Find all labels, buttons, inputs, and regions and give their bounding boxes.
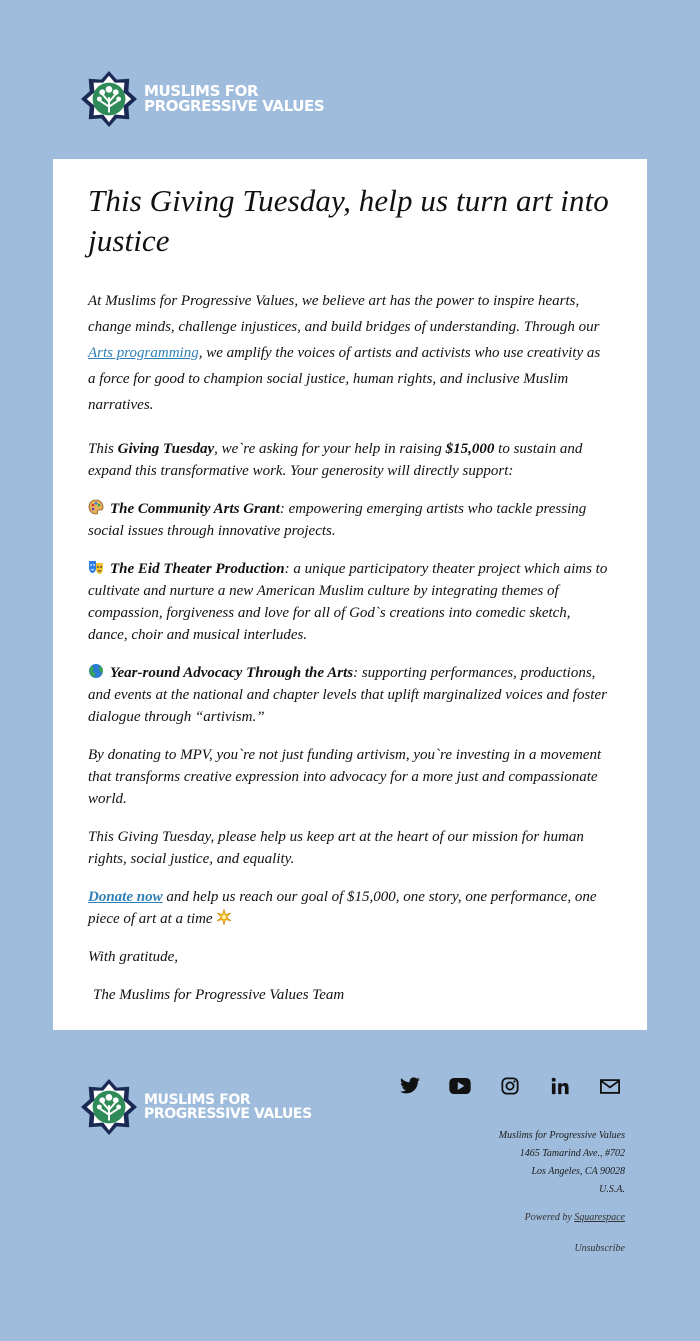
ask-text-3: to sustain and expand this transformative work. Your generosity will directly support: xyxy=(88,441,583,479)
address-street: 1465 Tamarind Ave., #702 xyxy=(519,1148,625,1159)
instagram-icon[interactable] xyxy=(498,1076,522,1096)
donation-impact-paragraph: By donating to MPV, you`re not just funding artivism, you`re investing in a movement that transforms creative expression into advocacy for a more just and compassionate world. xyxy=(88,747,602,807)
footer-address xyxy=(499,1127,625,1199)
intro-paragraph xyxy=(88,288,611,418)
squarespace-link[interactable]: Squarespace xyxy=(574,1212,625,1223)
mission-paragraph: This Giving Tuesday, please help us keep art at the heart of our mission for human rights, social justice, and equality. xyxy=(88,829,584,867)
address-country: U.S.A. xyxy=(599,1184,625,1195)
powered-by xyxy=(525,1212,625,1223)
palette-icon xyxy=(88,499,104,515)
logo-line-1: MUSLIMS FOR xyxy=(144,1092,251,1108)
item-title: The Eid Theater Production xyxy=(110,561,285,577)
intro-text-1: At Muslims for Progressive Values, we believe art has the power to inspire hearts, change minds, challenge injustices, and build bridges of understanding. Through our xyxy=(88,293,600,335)
list-item xyxy=(88,662,611,728)
social-links xyxy=(398,1076,622,1096)
logo-wordmark xyxy=(144,84,324,114)
twitter-icon[interactable] xyxy=(398,1076,422,1096)
giving-tuesday-bold: Giving Tuesday xyxy=(117,441,215,457)
logo-line-2: PROGRESSIVE VALUES xyxy=(144,97,325,115)
email-title: This Giving Tuesday, help us turn art into justice xyxy=(88,183,609,258)
logo-wordmark xyxy=(144,1093,312,1121)
youtube-icon[interactable] xyxy=(448,1076,472,1096)
donate-now-link[interactable]: Donate now xyxy=(88,889,163,905)
list-item xyxy=(88,558,611,646)
intro-text-2: , we amplify the voices of artists and activists who use creativity as a force for good to champion social justice, human rights, and inclusive Muslim narratives. xyxy=(88,345,601,413)
unsubscribe-link[interactable]: Unsubscribe xyxy=(574,1243,625,1254)
item-title: The Community Arts Grant xyxy=(110,501,280,517)
item-title: Year-round Advocacy Through the Arts xyxy=(110,665,354,681)
sparkle-icon xyxy=(216,909,232,925)
ask-paragraph xyxy=(88,438,611,482)
ask-text-2: , we`re asking for your help in raising xyxy=(214,441,446,457)
logo-line-1: MUSLIMS FOR xyxy=(144,82,259,100)
donate-paragraph xyxy=(88,886,611,930)
item-text: : a unique participatory theater project which aims to cultivate and nurture a new American Muslim culture by integrating themes of compassion, forgiveness and love for all of God`s creations into comedic sketch, dance, choir and musical interludes. xyxy=(88,561,608,643)
email-icon[interactable] xyxy=(598,1076,622,1096)
signature: The Muslims for Progressive Values Team xyxy=(93,987,345,1003)
footer-logo[interactable] xyxy=(80,1078,312,1136)
ask-text-1: This xyxy=(88,441,118,457)
email-card xyxy=(53,159,647,1030)
header-logo[interactable] xyxy=(80,70,324,128)
goal-amount-bold: $15,000 xyxy=(445,441,495,457)
list-item xyxy=(88,498,611,542)
logo-line-2: PROGRESSIVE VALUES xyxy=(144,1106,312,1122)
globe-icon xyxy=(88,663,104,679)
address-city: Los Angeles, CA 90028 xyxy=(531,1166,625,1177)
item-text: : supporting performances, productions, and events at the national and chapter levels that uplift marginalized voices and foster dialogue through “artivism.” xyxy=(88,665,607,725)
powered-prefix: Powered by xyxy=(524,1212,575,1223)
item-text: : empowering emerging artists who tackle pressing social issues through innovative projects. xyxy=(88,501,587,539)
arts-programming-link[interactable]: Arts programming xyxy=(88,345,199,361)
mpv-logo-icon xyxy=(80,1078,138,1136)
theater-masks-icon xyxy=(88,559,104,575)
closing-text: With gratitude, xyxy=(88,949,178,965)
linkedin-icon[interactable] xyxy=(548,1076,572,1096)
mpv-logo-icon xyxy=(80,70,138,128)
donate-text: and help us reach our goal of $15,000, one story, one performance, one piece of art at a time xyxy=(88,889,597,927)
address-org: Muslims for Progressive Values xyxy=(498,1130,625,1141)
